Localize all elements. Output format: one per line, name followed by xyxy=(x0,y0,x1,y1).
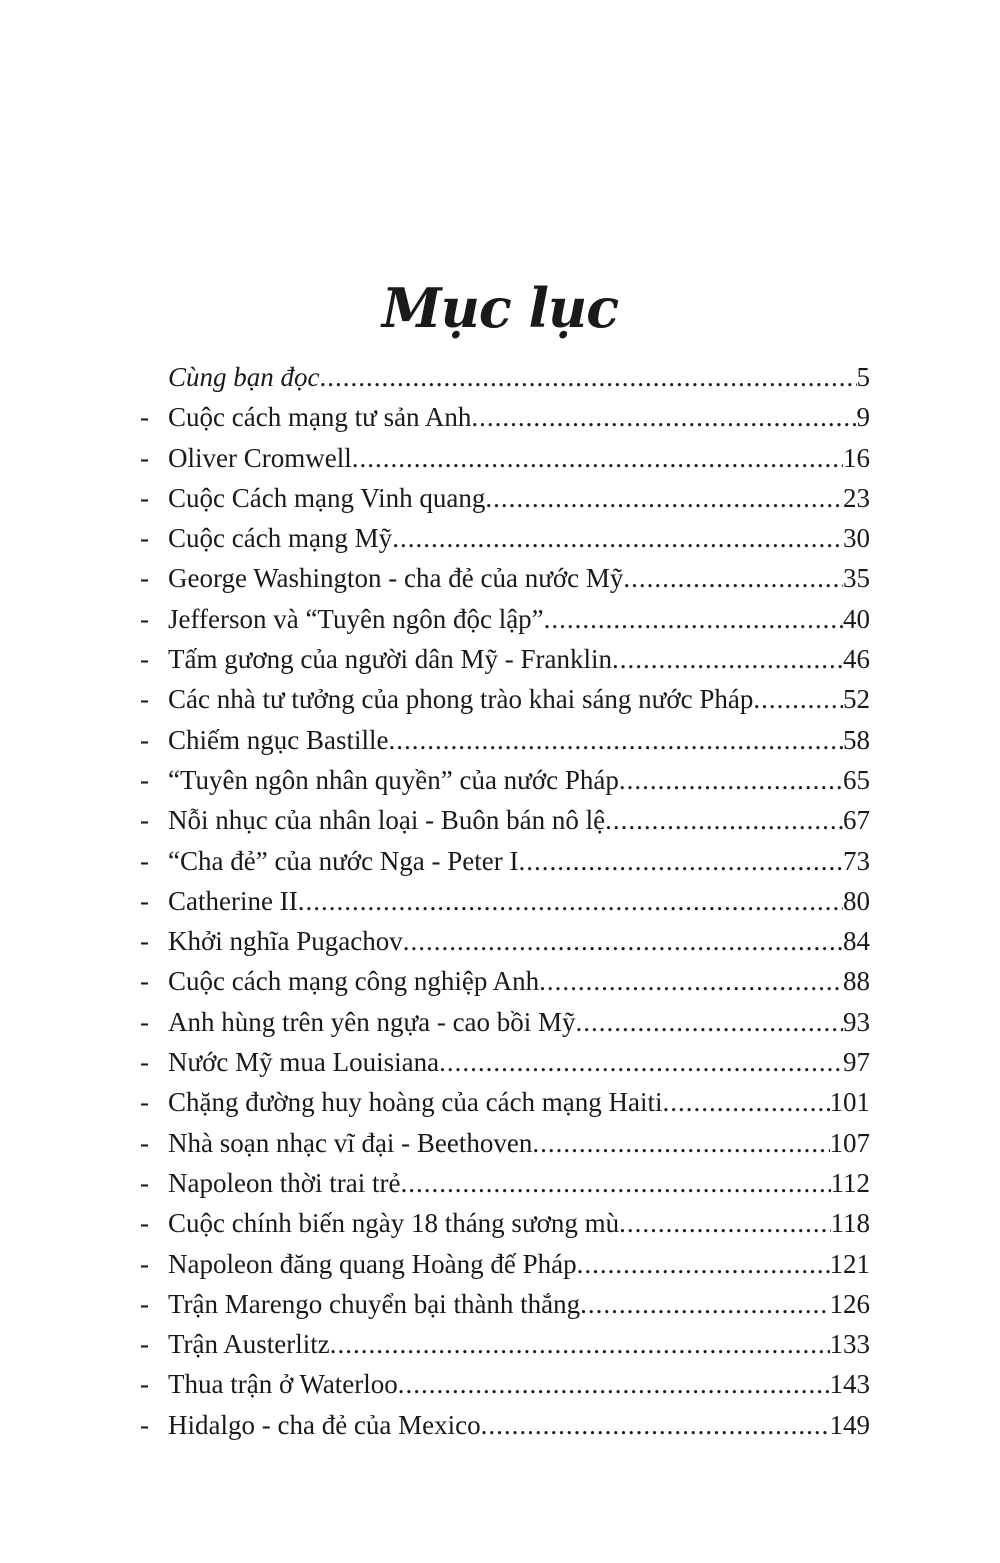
toc-entry-dash: - xyxy=(140,1087,149,1118)
toc-entry-dash: - xyxy=(140,1409,149,1440)
toc-entry-title: Napoleon thời trai trẻ xyxy=(168,1167,401,1198)
toc-entry xyxy=(140,357,870,397)
dot-leader xyxy=(753,679,843,719)
toc-entry-dash: - xyxy=(140,1248,149,1279)
toc-entry-title: Hidalgo - cha đẻ của Mexico xyxy=(168,1409,481,1440)
toc-entry-title: Tấm gương của người dân Mỹ - Franklin xyxy=(168,644,612,675)
toc-entry-title: Oliver Cromwell xyxy=(168,442,352,473)
toc-entry-dash: - xyxy=(140,1288,149,1319)
toc-entry-dash: - xyxy=(140,1047,149,1078)
toc-entry-dash: - xyxy=(140,845,149,876)
toc-entry xyxy=(140,720,870,760)
dot-leader xyxy=(485,478,843,518)
toc-entry-page-number: 97 xyxy=(843,1047,870,1078)
toc-entry-page-number: 67 xyxy=(843,805,870,836)
toc-entry xyxy=(140,961,870,1001)
toc-entry-page-number: 46 xyxy=(843,644,870,675)
toc-entry-page-number: 88 xyxy=(843,966,870,997)
table-of-contents xyxy=(140,357,870,1445)
dot-leader xyxy=(439,1042,843,1082)
toc-entry xyxy=(140,518,870,558)
toc-entry xyxy=(140,1002,870,1042)
toc-entry-page-number: 5 xyxy=(856,362,870,392)
toc-entry-dash: - xyxy=(140,644,149,675)
toc-entry-page-number: 9 xyxy=(856,402,870,433)
toc-entry-title: Jefferson và “Tuyên ngôn độc lập” xyxy=(168,603,544,634)
dot-leader xyxy=(398,1364,830,1404)
toc-entry-title: Trận Marengo chuyển bại thành thắng xyxy=(168,1288,581,1319)
toc-entry-dash: - xyxy=(140,1329,149,1360)
toc-entry-dash: - xyxy=(140,1006,149,1037)
toc-entry-dash: - xyxy=(140,402,149,433)
toc-entry xyxy=(140,639,870,679)
toc-entry-title: Khởi nghĩa Pugachov xyxy=(168,926,403,957)
toc-entry-title: Các nhà tư tưởng của phong trào khai sáng nước Pháp xyxy=(168,684,754,715)
toc-entry-page-number: 133 xyxy=(829,1329,870,1360)
dot-leader xyxy=(519,841,844,881)
toc-entry xyxy=(140,1364,870,1404)
toc-entry-title: Trận Austerlitz xyxy=(168,1329,330,1360)
toc-entry-page-number: 35 xyxy=(843,563,870,594)
dot-leader xyxy=(330,1324,830,1364)
toc-entry-dash: - xyxy=(140,1369,149,1400)
toc-entry-dash: - xyxy=(140,966,149,997)
toc-entry-page-number: 107 xyxy=(829,1127,870,1158)
dot-leader xyxy=(663,1082,830,1122)
toc-entry xyxy=(140,881,870,921)
toc-entry-title: Cuộc chính biến ngày 18 tháng sương mù xyxy=(168,1208,620,1239)
toc-entry-title: Chặng đường huy hoàng của cách mạng Haiti xyxy=(168,1087,663,1118)
toc-entry xyxy=(140,478,870,518)
toc-entry-page-number: 121 xyxy=(829,1248,870,1279)
toc-entry-title: Nhà soạn nhạc vĩ đại - Beethoven xyxy=(168,1127,533,1158)
toc-entry-title: George Washington - cha đẻ của nước Mỹ xyxy=(168,563,624,594)
toc-entry xyxy=(140,1203,870,1243)
toc-entry-title: Cuộc cách mạng Mỹ xyxy=(168,523,393,554)
toc-entry-dash: - xyxy=(140,1167,149,1198)
dot-leader xyxy=(544,599,843,639)
toc-entry-title: Catherine II xyxy=(168,885,298,916)
dot-leader xyxy=(392,518,843,558)
dot-leader xyxy=(352,438,843,478)
dot-leader xyxy=(612,639,843,679)
toc-entry-title: Cuộc Cách mạng Vinh quang xyxy=(168,482,486,513)
toc-entry-dash: - xyxy=(140,523,149,554)
toc-entry-title: Thua trận ở Waterloo xyxy=(168,1369,398,1400)
toc-entry-dash: - xyxy=(140,1127,149,1158)
toc-entry-page-number: 84 xyxy=(843,926,870,957)
toc-entry-title: “Tuyên ngôn nhân quyền” của nước Pháp xyxy=(168,764,619,795)
toc-entry-dash: - xyxy=(140,603,149,634)
dot-leader xyxy=(580,1284,829,1324)
toc-entry-page-number: 23 xyxy=(843,482,870,513)
toc-entry-page-number: 101 xyxy=(829,1087,870,1118)
toc-entry xyxy=(140,1123,870,1163)
toc-entry-page-number: 65 xyxy=(843,764,870,795)
toc-entry-title: Nước Mỹ mua Louisiana xyxy=(168,1047,440,1078)
toc-entry-dash: - xyxy=(140,764,149,795)
dot-leader xyxy=(388,720,843,760)
toc-entry-page-number: 149 xyxy=(829,1409,870,1440)
toc-entry xyxy=(140,1284,870,1324)
dot-leader xyxy=(298,881,843,921)
toc-entry xyxy=(140,599,870,639)
dot-leader xyxy=(605,800,843,840)
toc-entry-page-number: 30 xyxy=(843,523,870,554)
dot-leader xyxy=(576,1002,843,1042)
dot-leader xyxy=(623,558,843,598)
dot-leader xyxy=(539,961,843,1001)
toc-entry xyxy=(140,841,870,881)
toc-entry-page-number: 112 xyxy=(830,1167,870,1198)
toc-entry xyxy=(140,1163,870,1203)
dot-leader xyxy=(619,760,843,800)
dot-leader xyxy=(400,1163,830,1203)
toc-entry-dash: - xyxy=(140,724,149,755)
toc-entry xyxy=(140,1244,870,1284)
toc-entry xyxy=(140,1405,870,1445)
toc-entry xyxy=(140,760,870,800)
toc-entry-page-number: 16 xyxy=(843,442,870,473)
toc-entry xyxy=(140,1082,870,1122)
toc-entry xyxy=(140,1042,870,1082)
toc-entry-dash: - xyxy=(140,482,149,513)
toc-entry-dash: - xyxy=(140,684,149,715)
toc-entry-dash: - xyxy=(140,442,149,473)
toc-entry-title: Cùng bạn đọc xyxy=(168,362,320,392)
toc-entry-dash: - xyxy=(140,805,149,836)
page-title: Mục lục xyxy=(381,276,619,341)
dot-leader xyxy=(481,1405,830,1445)
toc-entry-page-number: 126 xyxy=(829,1288,870,1319)
toc-entry xyxy=(140,679,870,719)
dot-leader xyxy=(532,1123,829,1163)
toc-entry xyxy=(140,800,870,840)
toc-entry-page-number: 73 xyxy=(843,845,870,876)
toc-entry-page-number: 143 xyxy=(829,1369,870,1400)
toc-entry-dash: - xyxy=(140,1208,149,1239)
toc-entry xyxy=(140,921,870,961)
toc-entry-page-number: 118 xyxy=(830,1208,870,1239)
toc-entry-title: Napoleon đăng quang Hoàng đế Pháp xyxy=(168,1248,577,1279)
dot-leader xyxy=(471,397,856,437)
toc-entry xyxy=(140,397,870,437)
toc-entry-page-number: 40 xyxy=(843,603,870,634)
toc-entry-title: Anh hùng trên yên ngựa - cao bồi Mỹ xyxy=(168,1006,576,1037)
dot-leader xyxy=(403,921,843,961)
dot-leader xyxy=(577,1244,830,1284)
toc-entry-title: Cuộc cách mạng tư sản Anh xyxy=(168,402,472,433)
toc-entry xyxy=(140,438,870,478)
toc-entry xyxy=(140,558,870,598)
dot-leader xyxy=(619,1203,830,1243)
toc-entry-page-number: 80 xyxy=(843,885,870,916)
toc-entry-title: “Cha đẻ” của nước Nga - Peter I xyxy=(168,845,519,876)
toc-entry-dash: - xyxy=(140,926,149,957)
toc-entry-title: Chiếm ngục Bastille xyxy=(168,724,389,755)
dot-leader xyxy=(320,357,857,397)
toc-entry-page-number: 93 xyxy=(843,1006,870,1037)
toc-entry xyxy=(140,1324,870,1364)
toc-entry-title: Cuộc cách mạng công nghiệp Anh xyxy=(168,966,540,997)
toc-entry-page-number: 52 xyxy=(843,684,870,715)
toc-entry-page-number: 58 xyxy=(843,724,870,755)
toc-entry-dash: - xyxy=(140,885,149,916)
toc-entry-dash: - xyxy=(140,563,149,594)
toc-entry-title: Nỗi nhục của nhân loại - Buôn bán nô lệ xyxy=(168,805,606,836)
